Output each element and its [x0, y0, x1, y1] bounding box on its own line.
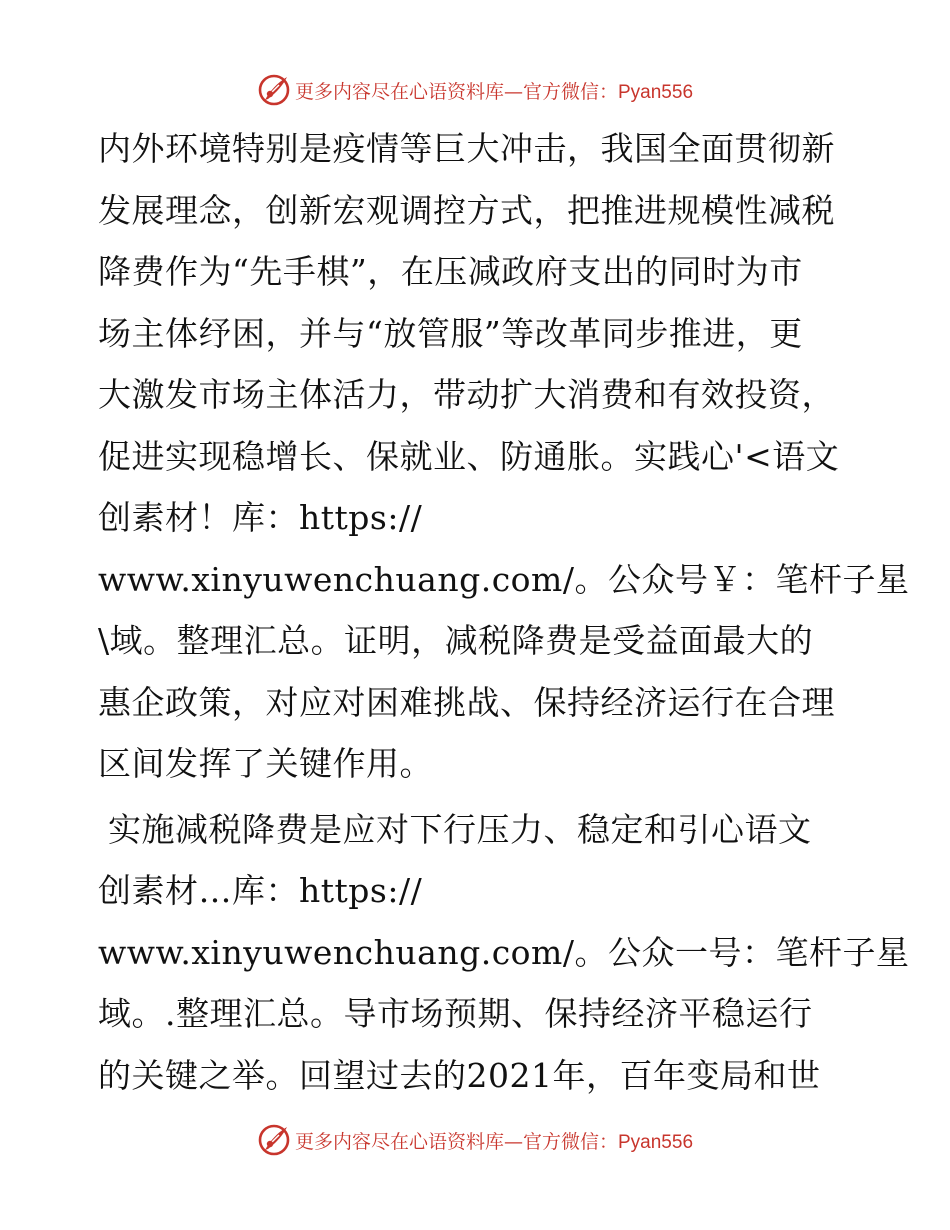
footer-banner-text: 更多内容尽在心语资料库—官方微信：Pyan556 — [294, 1130, 694, 1153]
header-banner-text: 更多内容尽在心语资料库—官方微信：Pyan556 — [294, 80, 694, 103]
text-line: 的关键之举。回望过去的2021年，百年变局和世 — [98, 1055, 821, 1095]
paragraph-start-line: 实施减税降费是应对下行压力、稳定和引心语文 — [108, 809, 812, 849]
text-line: 惠企政策，对应对困难挑战、保持经济运行在合理 — [98, 682, 835, 722]
text-line: 发展理念，创新宏观调控方式，把推进规模性减税 — [98, 190, 835, 230]
text-line: 创素材！库：https:// — [98, 498, 423, 537]
text-line: 大激发市场主体活力，带动扩大消费和有效投资， — [98, 375, 835, 414]
text-line: www.xinyuwenchuang.com/。公众一号：笔杆子星 — [98, 932, 910, 972]
text-line: 创素材…库：https:// — [98, 871, 423, 910]
text-line: 场主体纾困，并与“放管服”等改革同步推进，更 — [98, 313, 803, 353]
document-body — [98, 118, 910, 1106]
footer-banner — [0, 1120, 950, 1160]
text-line: 区间发挥了关键作用。 — [98, 744, 433, 783]
text-line: 内外环境特别是疫情等巨大冲击，我国全面贯彻新 — [98, 129, 835, 168]
text-line: 促进实现稳增长、保就业、防通胀。实践心'<语文 — [98, 436, 840, 476]
quill-seal-icon — [257, 73, 291, 107]
text-line: \域。整理汇总。证明，减税降费是受益面最大的 — [98, 621, 814, 660]
header-banner — [0, 70, 950, 110]
text-line: www.xinyuwenchuang.com/。公众号￥：笔杆子星 — [98, 559, 910, 599]
quill-seal-icon — [257, 1123, 291, 1157]
text-line: 降费作为“先手棋”，在压减政府支出的同时为市 — [98, 252, 803, 291]
footer-wechat-id: Pyan556 — [618, 1131, 694, 1153]
text-line: 域。.整理汇总。导市场预期、保持经济平稳运行 — [98, 994, 813, 1033]
header-wechat-id: Pyan556 — [618, 81, 694, 103]
